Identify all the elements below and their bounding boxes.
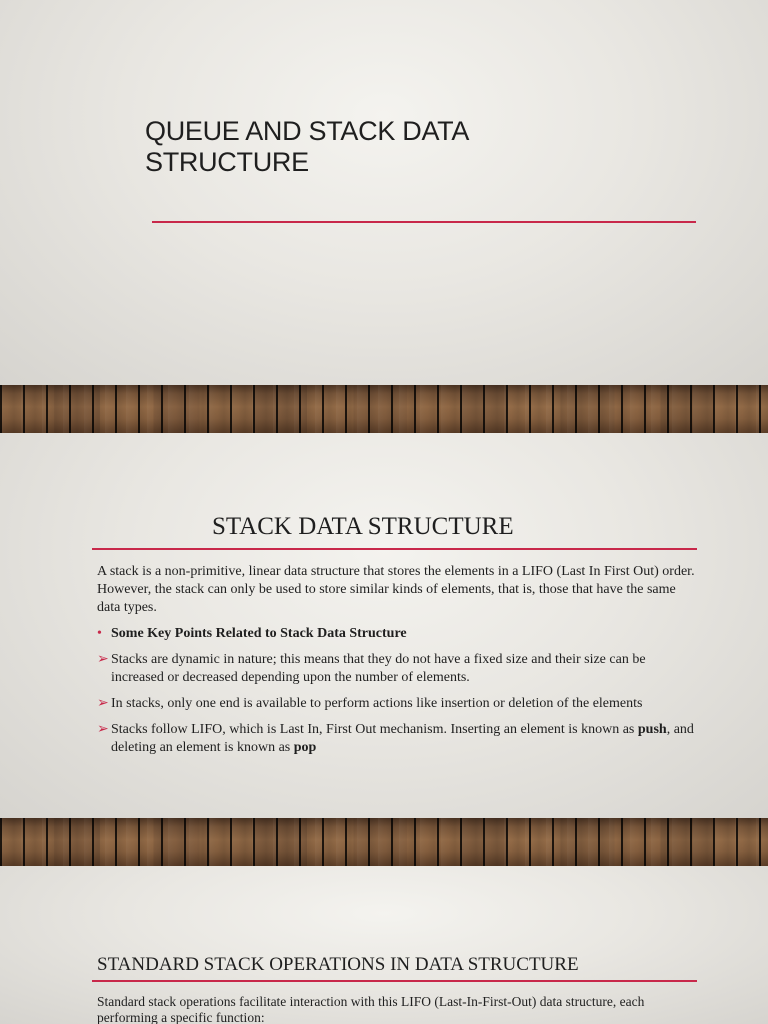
push-term: push	[637, 722, 667, 737]
operations-slide	[0, 866, 768, 1024]
arrow-bullet-icon: ➢	[97, 722, 109, 737]
title-line-1: QUEUE AND STACK DATA	[145, 116, 470, 146]
list-item-text	[111, 722, 694, 755]
list-item	[97, 695, 697, 713]
title-slide	[0, 0, 768, 385]
key-points-heading	[97, 625, 697, 643]
intro-paragraph: Standard stack operations facilitate interaction with this LIFO (Last-In-First-Out) data structure, each performing a specific function:	[97, 994, 645, 1024]
slide-body	[97, 563, 697, 765]
slide-title-underline	[92, 548, 697, 550]
pop-term: pop	[293, 740, 317, 755]
key-points-heading-text: Some Key Points Related to Stack Data Structure	[111, 626, 407, 641]
slide-title: STANDARD STACK OPERATIONS IN DATA STRUCTURE	[97, 954, 579, 975]
wood-floor-divider	[0, 818, 768, 866]
title-line-2: STRUCTURE	[145, 147, 309, 177]
list-item-text: In stacks, only one end is available to perform actions like insertion or deletion of the elements	[111, 696, 643, 711]
title-underline	[152, 221, 696, 223]
slide-title-underline	[92, 980, 697, 982]
list-item-text-part: , and deleting an element is known as	[111, 722, 694, 755]
presentation-title	[145, 116, 585, 178]
arrow-bullet-icon: ➢	[97, 652, 109, 667]
wood-floor-divider	[0, 385, 768, 433]
list-item-text-part: Stacks follow LIFO, which is Last In, First Out mechanism. Inserting an element is known as	[111, 722, 638, 737]
list-item-text: Stacks are dynamic in nature; this means that they do not have a fixed size and their size can be increased or decreased depending upon the number of elements.	[111, 652, 646, 685]
bullet-dot-icon: •	[97, 626, 102, 641]
intro-paragraph: A stack is a non-primitive, linear data structure that stores the elements in a LIFO (Last In First Out) order. However, the stack can only be used to store similar kinds of elements, that is, those that have the same data types.	[97, 564, 695, 615]
list-item	[97, 651, 697, 687]
list-item	[97, 721, 697, 757]
slide-title: STACK DATA STRUCTURE	[212, 513, 514, 540]
arrow-bullet-icon: ➢	[97, 696, 109, 711]
stack-slide	[0, 433, 768, 818]
